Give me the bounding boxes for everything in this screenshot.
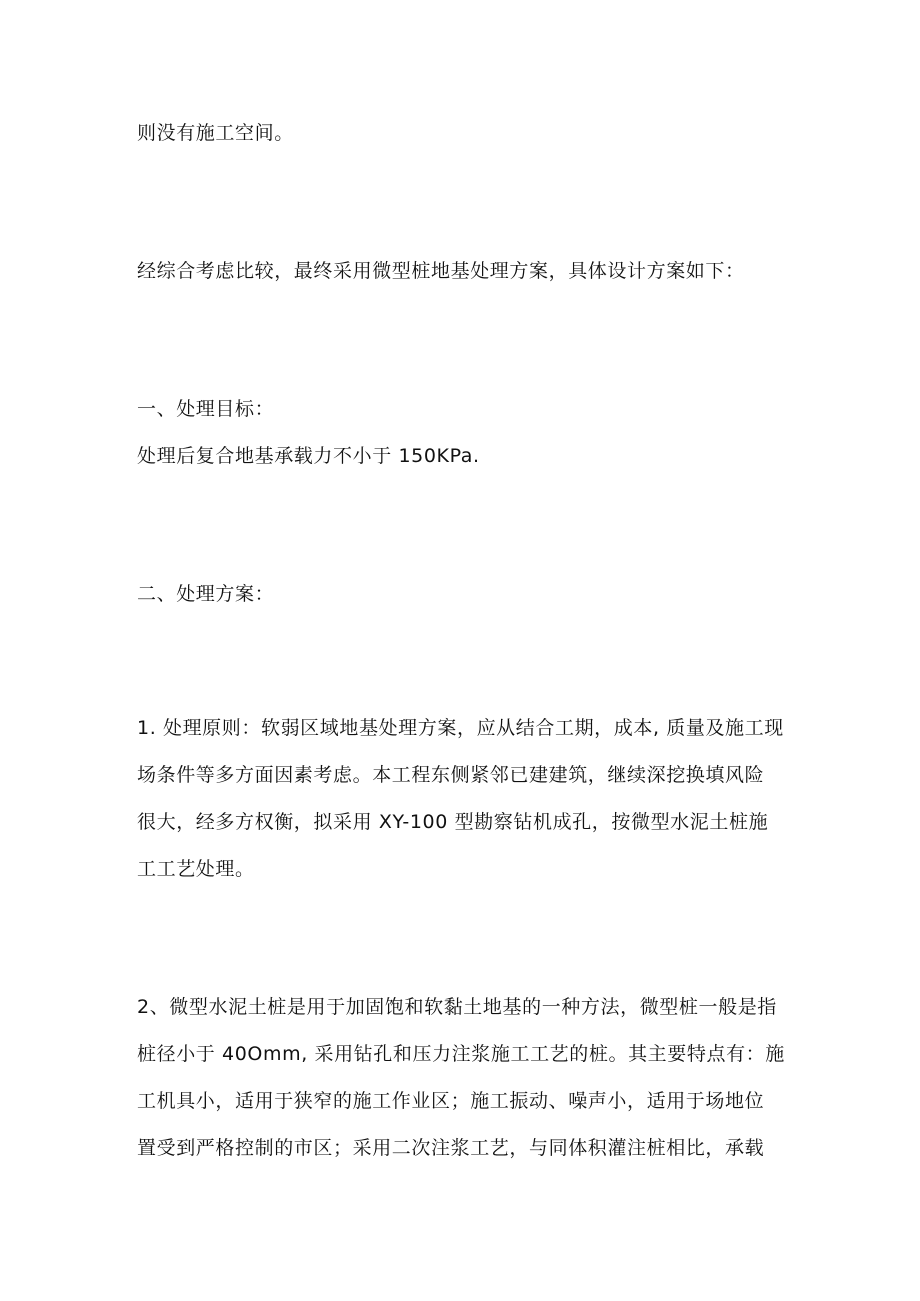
paragraph-line: 经综合考虑比较，最终采用微型桩地基处理方案，具体设计方案如下： [137, 260, 745, 282]
paragraph-line: 则没有施工空间。 [137, 122, 294, 144]
paragraph-line: 桩径小于 40Omm, 采用钻孔和压力注浆施工工艺的桩。其主要特点有：施 [137, 1043, 785, 1065]
paragraph-line: 工工艺处理。 [137, 858, 255, 880]
paragraph-line: 场条件等多方面因素考虑。本工程东侧紧邻已建建筑，继续深挖换填风险 [137, 764, 765, 786]
section-heading: 二、处理方案： [137, 583, 275, 605]
paragraph-line: 很大，经多方权衡，拟采用 XY-100 型勘察钻机成孔，按微型水泥土桩施 [137, 811, 769, 833]
paragraph-line: 置受到严格控制的市区；采用二次注浆工艺，与同体积灌注桩相比，承载 [137, 1137, 765, 1159]
paragraph-line: 工机具小，适用于狭窄的施工作业区；施工振动、噪声小，适用于场地位 [137, 1090, 765, 1112]
paragraph-line: 处理后复合地基承载力不小于 150KPa. [137, 445, 480, 467]
section-heading: 一、处理目标： [137, 398, 275, 420]
paragraph-line: 2、微型水泥土桩是用于加固饱和软黏土地基的一种方法，微型桩一般是指 [137, 996, 777, 1018]
paragraph-line: 1. 处理原则：软弱区域地基处理方案，应从结合工期，成本, 质量及施工现 [137, 717, 784, 739]
